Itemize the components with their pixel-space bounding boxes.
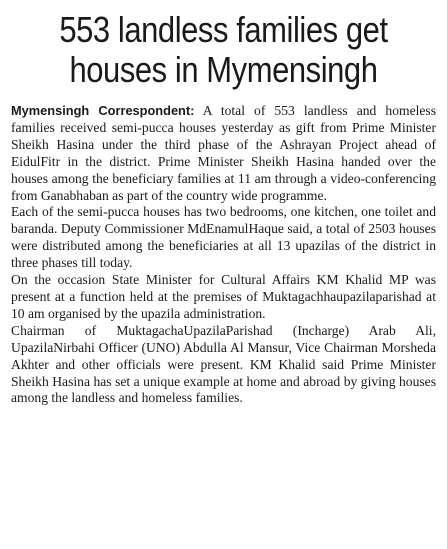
paragraph-3: On the occasion State Minister for Cultural Affairs KM Khalid MP was present at a function held at the premises of Muktagachhaupazilaparishad at 10 am organised by the upazila administration.	[11, 272, 436, 321]
headline-line-2: houses in Mymensingh	[69, 49, 378, 90]
paragraph-1	[11, 103, 436, 204]
paragraph-2: Each of the semi-pucca houses has two bedrooms, one kitchen, one toilet and baranda. Deputy Commissioner MdEnamulHaque said, a total of 2503 houses were distributed among the beneficiaries at all 13 upazilas of the district in three phases till today.	[11, 204, 436, 271]
article-body	[11, 103, 436, 407]
headline-line-1: 553 landless families get	[59, 9, 388, 50]
paragraph-4: Chairman of MuktagachaUpazilaParishad (Incharge) Arab Ali, UpazilaNirbahi Officer (UNO) Abdulla Al Mansur, Vice Chairman Morsheda Akhter and other officials were present. KM Khalid said Prime Minister Sheikh Hasina has set a unique example at home and abroad by giving houses among the landless and homeless families.	[11, 322, 436, 406]
dateline: Mymensingh Correspondent:	[11, 103, 195, 118]
headline	[41, 10, 407, 90]
paragraph-1-text: A total of 553 landless and homeless families received semi-pucca houses yesterday as gift from Prime Minister Sheikh Hasina under the third phase of the Ashrayan Project ahead of EidulFitr in the district. Prime Minister Sheikh Hasina handed over the houses among the beneficiary families at 11 am through a video-conferencing from Ganabhaban as part of the country wide programme.	[11, 103, 436, 203]
